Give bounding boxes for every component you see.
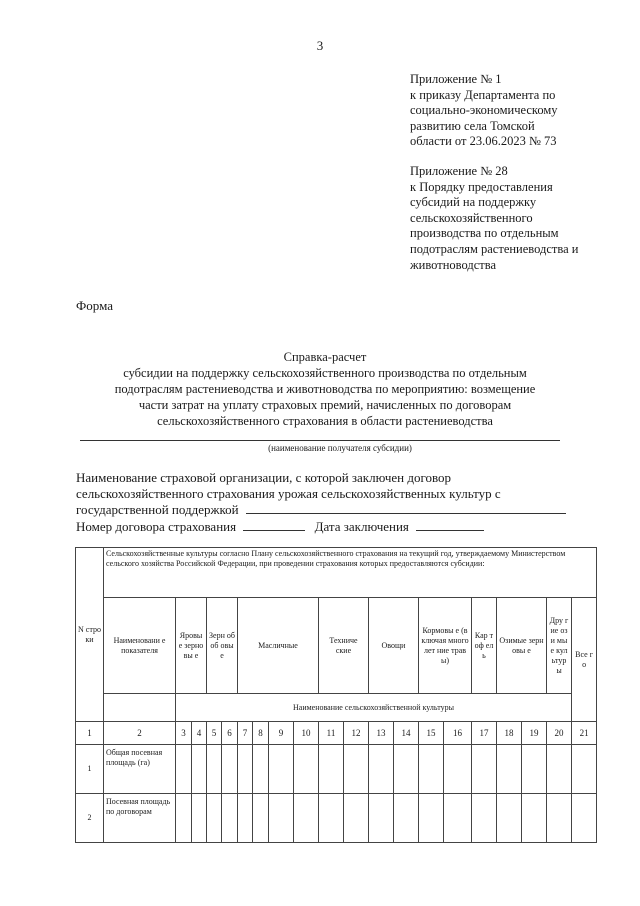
appendix-1-line: области от 23.06.2023 № 73 bbox=[410, 134, 557, 149]
indicator-header: Наименовани е показателя bbox=[104, 598, 176, 694]
contract-date-field[interactable] bbox=[416, 519, 484, 531]
col-row-number-header: N стро ки bbox=[76, 548, 104, 722]
column-number: 4 bbox=[192, 722, 207, 745]
document-title bbox=[60, 349, 590, 429]
value-cell[interactable] bbox=[369, 794, 394, 843]
value-cell[interactable] bbox=[319, 794, 344, 843]
crop-header-technical: Техниче ские bbox=[319, 598, 369, 694]
appendix-28-line: субсидий на поддержку bbox=[410, 195, 537, 210]
value-cell[interactable] bbox=[344, 745, 369, 794]
column-number: 19 bbox=[522, 722, 547, 745]
contract-number-label: Номер договора страхования bbox=[76, 518, 237, 534]
value-cell[interactable] bbox=[238, 745, 253, 794]
value-cell[interactable] bbox=[547, 745, 572, 794]
value-cell[interactable] bbox=[207, 794, 222, 843]
value-cell[interactable] bbox=[176, 794, 192, 843]
crop-header-potato: Кар тоф ель bbox=[472, 598, 497, 694]
value-cell[interactable] bbox=[497, 794, 522, 843]
value-cell[interactable] bbox=[522, 794, 547, 843]
recipient-caption: (наименование получателя субсидии) bbox=[268, 443, 412, 453]
insurer-line: Наименование страховой организации, с которой заключен договор bbox=[76, 470, 452, 485]
value-cell[interactable] bbox=[369, 745, 394, 794]
appendix-1-line: к приказу Департамента по bbox=[410, 87, 556, 102]
value-cell[interactable] bbox=[192, 745, 207, 794]
contract-number-field[interactable] bbox=[243, 519, 305, 531]
appendix-28-line: животноводства bbox=[410, 257, 496, 272]
value-cell[interactable] bbox=[444, 745, 472, 794]
insurer-name-field[interactable] bbox=[246, 502, 566, 514]
appendix-28-line: подотраслям растениеводства и bbox=[410, 241, 579, 256]
insurer-line: сельскохозяйственного страхования урожая сельскохозяйственных культур с bbox=[76, 486, 501, 502]
crop-header-oilseeds: Масличные bbox=[238, 598, 319, 694]
appendix-28-line: Приложение № 28 bbox=[410, 164, 508, 178]
column-number: 6 bbox=[222, 722, 238, 745]
title-line: подотраслям растениеводства и животноводства по мероприятию: возмещение bbox=[114, 382, 536, 396]
column-number: 3 bbox=[176, 722, 192, 745]
table-row bbox=[76, 794, 597, 843]
row-label: Посевная площадь по договорам bbox=[104, 794, 176, 843]
crops-group-header: Сельскохозяйственные культуры согласно Плану сельскохозяйственного страхования на текущий год, утверждаемому Министерством сельского хозяйства Российской Федерации, при проведении страхования которых предоставляются субсидии: bbox=[104, 548, 597, 598]
column-number: 1 bbox=[76, 722, 104, 745]
crop-header-winter-grain: Озимые зерновы е bbox=[497, 598, 547, 694]
empty-cell bbox=[104, 694, 176, 722]
title-line: части затрат на уплату страховых премий, начисленных по договорам bbox=[138, 398, 512, 412]
value-cell[interactable] bbox=[222, 794, 238, 843]
appendix-1-header bbox=[410, 72, 610, 150]
title-line: сельскохозяйственного страхования в области растениеводства bbox=[157, 414, 493, 428]
title-line: субсидии на поддержку сельскохозяйственного производства по отдельным bbox=[123, 366, 527, 380]
value-cell[interactable] bbox=[419, 745, 444, 794]
value-cell[interactable] bbox=[207, 745, 222, 794]
value-cell[interactable] bbox=[419, 794, 444, 843]
appendix-1-line: развитию села Томской bbox=[410, 118, 535, 133]
crop-header-vegetables: Овощи bbox=[369, 598, 419, 694]
value-cell[interactable] bbox=[344, 794, 369, 843]
value-cell[interactable] bbox=[497, 745, 522, 794]
value-cell[interactable] bbox=[269, 745, 294, 794]
column-number: 17 bbox=[472, 722, 497, 745]
appendix-28-line: к Порядку предоставления bbox=[410, 179, 553, 194]
insurer-line: государственной поддержкой bbox=[76, 502, 239, 518]
crop-header-total: Все го bbox=[572, 598, 597, 722]
value-cell[interactable] bbox=[394, 794, 419, 843]
column-number: 15 bbox=[419, 722, 444, 745]
appendix-28-header bbox=[410, 164, 610, 273]
value-cell[interactable] bbox=[319, 745, 344, 794]
value-cell[interactable] bbox=[572, 794, 597, 843]
column-number: 12 bbox=[344, 722, 369, 745]
column-number: 2 bbox=[104, 722, 176, 745]
crop-header-grain-legumes: Зерн обоб овые bbox=[207, 598, 238, 694]
column-number: 9 bbox=[269, 722, 294, 745]
column-number: 10 bbox=[294, 722, 319, 745]
column-number: 8 bbox=[253, 722, 269, 745]
value-cell[interactable] bbox=[269, 794, 294, 843]
row-label: Общая посевная площадь (га) bbox=[104, 745, 176, 794]
value-cell[interactable] bbox=[294, 794, 319, 843]
value-cell[interactable] bbox=[253, 745, 269, 794]
appendix-28-line: сельскохозяйственного bbox=[410, 210, 533, 225]
column-number: 21 bbox=[572, 722, 597, 745]
crop-name-caption: Наименование сельскохозяйственной культуры bbox=[176, 694, 572, 722]
row-number: 1 bbox=[76, 745, 104, 794]
form-label: Форма bbox=[76, 298, 113, 313]
column-number: 18 bbox=[497, 722, 522, 745]
value-cell[interactable] bbox=[472, 745, 497, 794]
row-number: 2 bbox=[76, 794, 104, 843]
column-number: 13 bbox=[369, 722, 394, 745]
value-cell[interactable] bbox=[238, 794, 253, 843]
title-heading: Справка-расчет bbox=[283, 350, 367, 364]
table-row bbox=[76, 745, 597, 794]
column-number: 5 bbox=[207, 722, 222, 745]
column-number: 11 bbox=[319, 722, 344, 745]
value-cell[interactable] bbox=[253, 794, 269, 843]
value-cell[interactable] bbox=[472, 794, 497, 843]
value-cell[interactable] bbox=[192, 794, 207, 843]
appendix-28-line: производства по отдельным bbox=[410, 226, 559, 241]
crop-header-other: Дру гие ози мые кул ьтур ы bbox=[547, 598, 572, 694]
contract-date-label: Дата заключения bbox=[314, 518, 409, 534]
column-numbers-row bbox=[76, 722, 597, 745]
value-cell[interactable] bbox=[547, 794, 572, 843]
page-number: 3 bbox=[316, 38, 324, 53]
value-cell[interactable] bbox=[294, 745, 319, 794]
crop-header-fodder: Кормовы е (включая многолет ние травы) bbox=[419, 598, 472, 694]
calculation-table bbox=[75, 547, 597, 843]
value-cell[interactable] bbox=[222, 745, 238, 794]
column-number: 20 bbox=[547, 722, 572, 745]
value-cell[interactable] bbox=[176, 745, 192, 794]
insurer-block bbox=[76, 470, 616, 535]
value-cell[interactable] bbox=[394, 745, 419, 794]
column-number: 16 bbox=[444, 722, 472, 745]
value-cell[interactable] bbox=[444, 794, 472, 843]
crop-header-spring-grain: Яровые зерновы е bbox=[176, 598, 207, 694]
recipient-name-line[interactable] bbox=[80, 440, 560, 441]
column-number: 7 bbox=[238, 722, 253, 745]
value-cell[interactable] bbox=[572, 745, 597, 794]
column-number: 14 bbox=[394, 722, 419, 745]
value-cell[interactable] bbox=[522, 745, 547, 794]
appendix-1-line: социально-экономическому bbox=[410, 103, 558, 118]
appendix-1-line: Приложение № 1 bbox=[410, 72, 502, 86]
